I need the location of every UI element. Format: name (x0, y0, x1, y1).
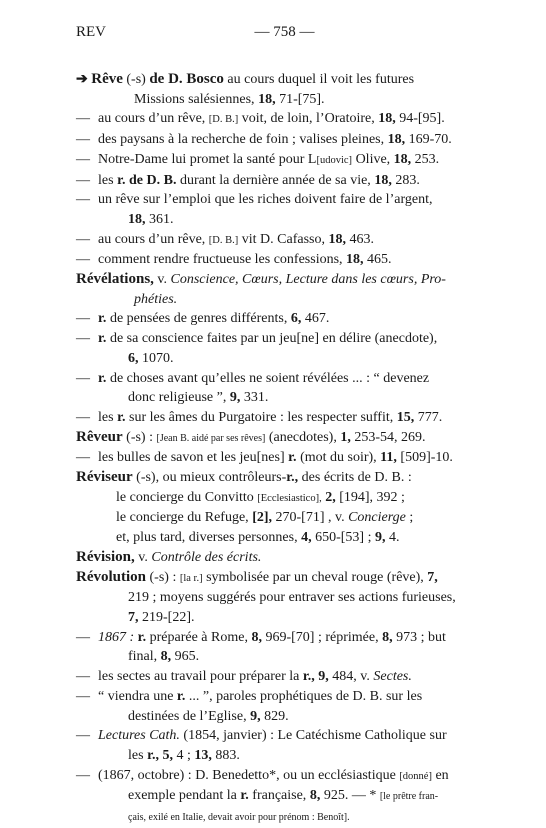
sub-entry: — Notre-Dame lui promet la santé pour L[udovic] Olive, 18, 253. (76, 151, 440, 167)
entry-line: le concierge du Refuge, [2], 270-[71] , v. Concierge ; (116, 510, 414, 526)
entry-reve: ➔ Rêve (-s) de D. Bosco au cours duquel il voit les futures (76, 71, 415, 87)
entry-reviseur: Réviseur (-s), ou mieux contrôleurs-r., des écrits de D. B. : (76, 469, 412, 486)
entry-revelations: Révélations, v. Conscience, Cœurs, Lecture dans les cœurs, Pro- (76, 271, 446, 288)
sub-entry: — au cours d’un rêve, [D. B.] vit D. Cafasso, 18, 463. (76, 231, 374, 247)
sub-entry: — les sectes au travail pour préparer la r., 9, 484, v. Sectes. (76, 669, 412, 685)
entry-line: destinées de l’Eglise, 9, 829. (128, 708, 289, 724)
arrow-icon: ➔ (76, 72, 88, 87)
sub-entry: — r. de choses avant qu’elles ne soient révélées ... : “ devenez (76, 370, 430, 386)
running-head: REV (76, 24, 106, 40)
sub-entry: — les r. sur les âmes du Purgatoire : les respecter suffit, 15, 777. (76, 409, 443, 425)
sub-entry: — des paysans à la recherche de foin ; valises pleines, 18, 169-70. (76, 132, 452, 148)
entry-line: çais, exilé en Italie, devait avoir pour prénom : Benoît]. (128, 812, 350, 824)
sub-entry: — un rêve sur l’emploi que les riches doivent faire de l’argent, (76, 192, 433, 208)
page-header (76, 24, 493, 42)
page-number: — 758 — (254, 24, 315, 40)
entry-line: 7, 219-[22]. (128, 609, 195, 625)
entry-line: le concierge du Convitto [Ecclesiastico], 2, [194], 392 ; (116, 489, 405, 505)
sub-entry: — r. de pensées de genres différents, 6, 467. (76, 311, 330, 327)
sub-entry: — au cours d’un rêve, [D. B.] voit, de loin, l’Oratoire, 18, 94-[95]. (76, 111, 445, 127)
entry-revision: Révision, v. Contrôle des écrits. (76, 548, 262, 565)
sub-entry: — les bulles de savon et les jeu[nes] r. (mot du soir), 11, [509]-10. (76, 450, 453, 466)
sub-entry: — les r. de D. B. durant la dernière année de sa vie, 18, 283. (76, 172, 420, 188)
entry-line: 6, 1070. (128, 350, 174, 366)
entry-revolution: Révolution (-s) : [la r.] symbolisée par un cheval rouge (rêve), 7, (76, 568, 438, 585)
sub-entry: — “ viendra une r. ... ”, paroles prophétiques de D. B. sur les (76, 688, 423, 704)
entry-line: final, 8, 965. (128, 649, 200, 665)
entry-reveur: Rêveur (-s) : [Jean B. aidé par ses rêves] (anecdotes), 1, 253-54, 269. (76, 428, 426, 445)
sub-entry: — r. de sa conscience faites par un jeu[ne] en délire (anecdote), (76, 331, 438, 347)
sub-entry: — (1867, octobre) : D. Benedetto*, ou un ecclésiastique [donné] en (76, 767, 449, 783)
entry-line: les r., 5, 4 ; 13, 883. (128, 747, 240, 763)
entry-line: Missions salésiennes, 18, 71-[75]. (134, 91, 325, 107)
index-entries (76, 70, 496, 828)
entry-line: et, plus tard, diverses personnes, 4, 650-[53] ; 9, 4. (116, 530, 400, 546)
entry-line: 219 ; moyens suggérés pour entraver ses actions furieuses, (128, 590, 456, 606)
entry-line: donc religieuse ”, 9, 331. (128, 390, 269, 406)
sub-entry: — comment rendre fructueuse les confessions, 18, 465. (76, 252, 392, 268)
entry-line: phéties. (134, 291, 178, 307)
entry-line: exemple pendant la r. française, 8, 925. — * [le prêtre fran- (128, 788, 439, 804)
sub-entry: — Lectures Cath. (1854, janvier) : Le Catéchisme Catholique sur (76, 728, 447, 744)
entry-line: 18, 361. (128, 211, 174, 227)
sub-entry: — 1867 : r. préparée à Rome, 8, 969-[70] ; réprimée, 8, 973 ; but (76, 629, 446, 645)
